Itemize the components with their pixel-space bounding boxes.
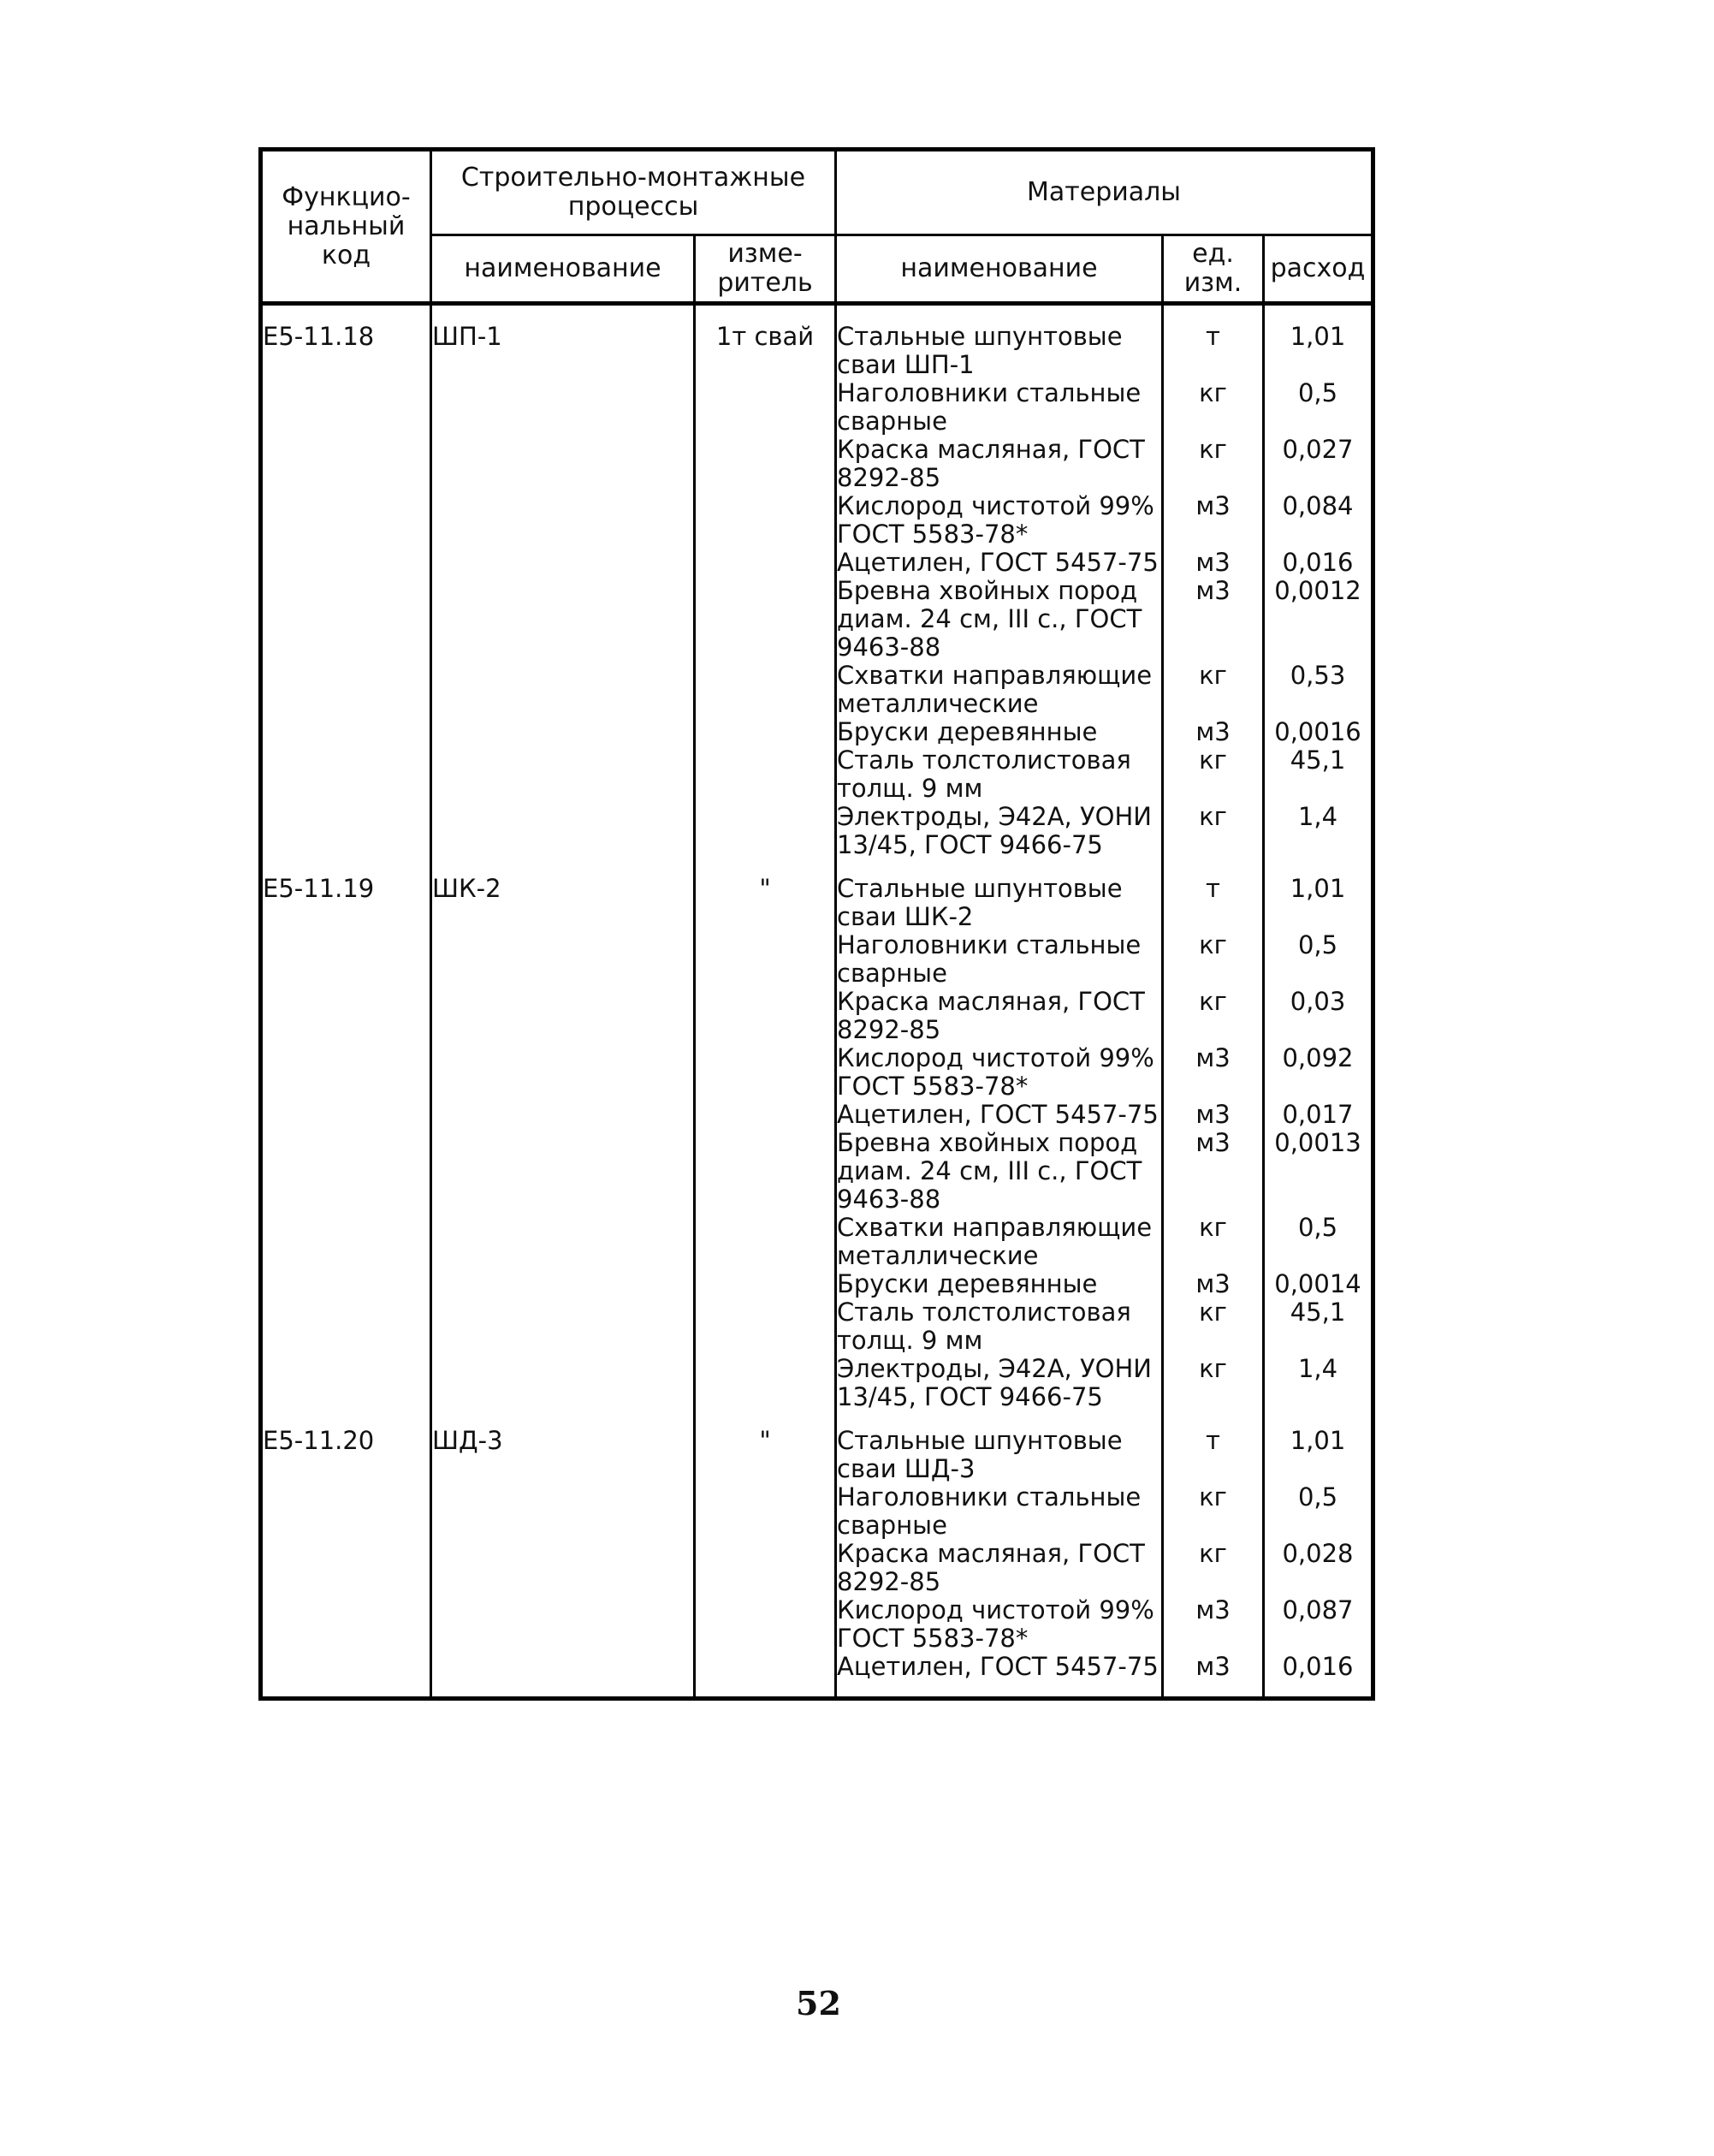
process-meter	[695, 1653, 836, 1681]
process-meter	[695, 1540, 836, 1596]
table-row	[261, 875, 1373, 931]
process-name	[431, 492, 695, 549]
material-qty: 0,084	[1264, 492, 1373, 549]
functional-code	[261, 1270, 431, 1298]
material-name: Электроды, Э42А, УОНИ 13/45, ГОСТ 9466-75	[836, 803, 1163, 859]
functional-code: Е5-11.19	[261, 875, 431, 931]
material-unit: кг	[1163, 1540, 1264, 1596]
process-name	[431, 718, 695, 746]
material-qty: 1,01	[1264, 875, 1373, 931]
process-name	[431, 1214, 695, 1270]
process-meter	[695, 1483, 836, 1540]
table-row	[261, 803, 1373, 859]
functional-code	[261, 549, 431, 577]
material-unit: м3	[1163, 549, 1264, 577]
process-meter	[695, 1355, 836, 1411]
process-name: ШП-1	[431, 323, 695, 379]
process-meter	[695, 1044, 836, 1101]
table-row	[261, 1483, 1373, 1540]
material-unit: кг	[1163, 803, 1264, 859]
process-name	[431, 436, 695, 492]
material-qty: 0,5	[1264, 1483, 1373, 1540]
table-row	[261, 931, 1373, 988]
material-name: Ацетилен, ГОСТ 5457-75	[836, 1101, 1163, 1129]
process-name	[431, 746, 695, 803]
material-unit: кг	[1163, 1355, 1264, 1411]
material-qty: 0,5	[1264, 931, 1373, 988]
material-name: Стальные шпунтовые сваи ШК-2	[836, 875, 1163, 931]
material-name: Бревна хвойных пород диам. 24 см, III с., ГОСТ 9463-88	[836, 1129, 1163, 1214]
functional-code	[261, 931, 431, 988]
material-unit: м3	[1163, 577, 1264, 662]
table-row	[261, 1355, 1373, 1411]
table-row	[261, 1540, 1373, 1596]
header-process-name: наименование	[431, 235, 695, 304]
material-qty: 0,017	[1264, 1101, 1373, 1129]
material-unit: кг	[1163, 988, 1264, 1044]
material-unit: т	[1163, 875, 1264, 931]
material-name: Краска масляная, ГОСТ 8292-85	[836, 436, 1163, 492]
material-name: Краска масляная, ГОСТ 8292-85	[836, 988, 1163, 1044]
material-qty: 0,5	[1264, 1214, 1373, 1270]
functional-code	[261, 492, 431, 549]
functional-code	[261, 1214, 431, 1270]
table-row	[261, 436, 1373, 492]
material-qty: 0,53	[1264, 662, 1373, 718]
header-process-meter: изме-ритель	[695, 235, 836, 304]
process-name	[431, 549, 695, 577]
material-name: Бруски деревянные	[836, 718, 1163, 746]
material-unit: кг	[1163, 662, 1264, 718]
table-row	[261, 379, 1373, 436]
material-qty: 1,4	[1264, 803, 1373, 859]
functional-code	[261, 718, 431, 746]
functional-code	[261, 1596, 431, 1653]
material-qty: 0,5	[1264, 379, 1373, 436]
material-unit: кг	[1163, 1483, 1264, 1540]
material-name: Схватки направляющие металлические	[836, 1214, 1163, 1270]
functional-code	[261, 1355, 431, 1411]
material-name: Ацетилен, ГОСТ 5457-75	[836, 549, 1163, 577]
material-qty: 1,01	[1264, 323, 1373, 379]
material-name: Наголовники стальные сварные	[836, 1483, 1163, 1540]
functional-code	[261, 1129, 431, 1214]
material-qty: 0,027	[1264, 436, 1373, 492]
functional-code	[261, 1653, 431, 1681]
process-meter	[695, 1270, 836, 1298]
table-row	[261, 1653, 1373, 1681]
process-meter	[695, 379, 836, 436]
material-unit: м3	[1163, 718, 1264, 746]
process-name	[431, 931, 695, 988]
material-unit: м3	[1163, 492, 1264, 549]
header-materials: Материалы	[836, 150, 1373, 235]
table-row	[261, 492, 1373, 549]
table-row	[261, 1214, 1373, 1270]
table-row	[261, 1129, 1373, 1214]
functional-code: Е5-11.18	[261, 323, 431, 379]
material-qty: 0,028	[1264, 1540, 1373, 1596]
process-meter	[695, 577, 836, 662]
table-row	[261, 1298, 1373, 1355]
material-unit: м3	[1163, 1129, 1264, 1214]
process-name	[431, 1355, 695, 1411]
material-qty: 0,016	[1264, 549, 1373, 577]
material-name: Электроды, Э42А, УОНИ 13/45, ГОСТ 9466-75	[836, 1355, 1163, 1411]
process-meter	[695, 1101, 836, 1129]
table-row	[261, 746, 1373, 803]
table-header	[261, 150, 1373, 304]
material-qty: 0,087	[1264, 1596, 1373, 1653]
functional-code	[261, 988, 431, 1044]
material-qty: 0,0013	[1264, 1129, 1373, 1214]
process-name	[431, 988, 695, 1044]
process-name: ШК-2	[431, 875, 695, 931]
process-meter: "	[695, 875, 836, 931]
material-unit: т	[1163, 1427, 1264, 1483]
material-qty: 0,0014	[1264, 1270, 1373, 1298]
material-unit: м3	[1163, 1101, 1264, 1129]
material-qty: 45,1	[1264, 746, 1373, 803]
process-meter	[695, 436, 836, 492]
process-meter	[695, 662, 836, 718]
table-row	[261, 549, 1373, 577]
table-row	[261, 1044, 1373, 1101]
functional-code	[261, 803, 431, 859]
process-meter	[695, 746, 836, 803]
material-qty: 0,016	[1264, 1653, 1373, 1681]
functional-code	[261, 577, 431, 662]
functional-code	[261, 1044, 431, 1101]
material-unit: кг	[1163, 1214, 1264, 1270]
table-row	[261, 662, 1373, 718]
process-name	[431, 577, 695, 662]
process-meter	[695, 931, 836, 988]
process-name	[431, 662, 695, 718]
header-material-qty: расход	[1264, 235, 1373, 304]
material-name: Стальные шпунтовые сваи ШП-1	[836, 323, 1163, 379]
material-name: Схватки направляющие металлические	[836, 662, 1163, 718]
material-qty: 1,01	[1264, 1427, 1373, 1483]
process-name: ШД-3	[431, 1427, 695, 1483]
process-name	[431, 1596, 695, 1653]
material-name: Ацетилен, ГОСТ 5457-75	[836, 1653, 1163, 1681]
material-name: Наголовники стальные сварные	[836, 931, 1163, 988]
process-name	[431, 1653, 695, 1681]
process-meter	[695, 988, 836, 1044]
material-name: Краска масляная, ГОСТ 8292-85	[836, 1540, 1163, 1596]
table-row	[261, 577, 1373, 662]
material-unit: кг	[1163, 379, 1264, 436]
material-name: Бруски деревянные	[836, 1270, 1163, 1298]
functional-code: Е5-11.20	[261, 1427, 431, 1483]
material-qty: 0,092	[1264, 1044, 1373, 1101]
process-meter	[695, 549, 836, 577]
process-meter: 1т свай	[695, 323, 836, 379]
functional-code	[261, 746, 431, 803]
header-construction-processes: Строительно-монтажные процессы	[431, 150, 836, 235]
material-name: Кислород чистотой 99% ГОСТ 5583-78*	[836, 1596, 1163, 1653]
material-qty: 0,03	[1264, 988, 1373, 1044]
functional-code	[261, 379, 431, 436]
process-meter	[695, 718, 836, 746]
material-name: Бревна хвойных пород диам. 24 см, III с., ГОСТ 9463-88	[836, 577, 1163, 662]
material-unit: м3	[1163, 1044, 1264, 1101]
header-material-unit: ед. изм.	[1163, 235, 1264, 304]
table-body	[261, 304, 1373, 1699]
material-unit: кг	[1163, 746, 1264, 803]
material-unit: м3	[1163, 1653, 1264, 1681]
process-meter	[695, 1298, 836, 1355]
process-meter: "	[695, 1427, 836, 1483]
header-material-name: наименование	[836, 235, 1163, 304]
process-meter	[695, 1596, 836, 1653]
table-row	[261, 1427, 1373, 1483]
process-name	[431, 1483, 695, 1540]
material-name: Сталь толстолистовая толщ. 9 мм	[836, 1298, 1163, 1355]
material-qty: 0,0016	[1264, 718, 1373, 746]
functional-code	[261, 436, 431, 492]
functional-code	[261, 1298, 431, 1355]
material-unit: кг	[1163, 436, 1264, 492]
process-meter	[695, 1129, 836, 1214]
functional-code	[261, 662, 431, 718]
process-name	[431, 1540, 695, 1596]
table-row	[261, 1101, 1373, 1129]
material-name: Стальные шпунтовые сваи ШД-3	[836, 1427, 1163, 1483]
process-name	[431, 379, 695, 436]
table-row	[261, 718, 1373, 746]
table-row	[261, 1270, 1373, 1298]
process-name	[431, 1044, 695, 1101]
header-functional-code: Функцио-нальный код	[261, 150, 431, 304]
functional-code	[261, 1483, 431, 1540]
functional-code	[261, 1540, 431, 1596]
table-row	[261, 1596, 1373, 1653]
material-qty: 0,0012	[1264, 577, 1373, 662]
process-meter	[695, 1214, 836, 1270]
process-name	[431, 1298, 695, 1355]
material-name: Кислород чистотой 99% ГОСТ 5583-78*	[836, 1044, 1163, 1101]
table-row	[261, 323, 1373, 379]
material-unit: м3	[1163, 1270, 1264, 1298]
table-row	[261, 988, 1373, 1044]
process-name	[431, 1101, 695, 1129]
process-name	[431, 1270, 695, 1298]
material-name: Наголовники стальные сварные	[836, 379, 1163, 436]
material-qty: 45,1	[1264, 1298, 1373, 1355]
process-name	[431, 1129, 695, 1214]
process-meter	[695, 492, 836, 549]
material-qty: 1,4	[1264, 1355, 1373, 1411]
material-name: Кислород чистотой 99% ГОСТ 5583-78*	[836, 492, 1163, 549]
process-meter	[695, 803, 836, 859]
process-name	[431, 803, 695, 859]
page-number: 52	[796, 1984, 841, 2022]
material-name: Сталь толстолистовая толщ. 9 мм	[836, 746, 1163, 803]
material-unit: кг	[1163, 931, 1264, 988]
functional-code	[261, 1101, 431, 1129]
material-unit: кг	[1163, 1298, 1264, 1355]
materials-norms-table	[258, 147, 1375, 1701]
material-unit: м3	[1163, 1596, 1264, 1653]
material-unit: т	[1163, 323, 1264, 379]
